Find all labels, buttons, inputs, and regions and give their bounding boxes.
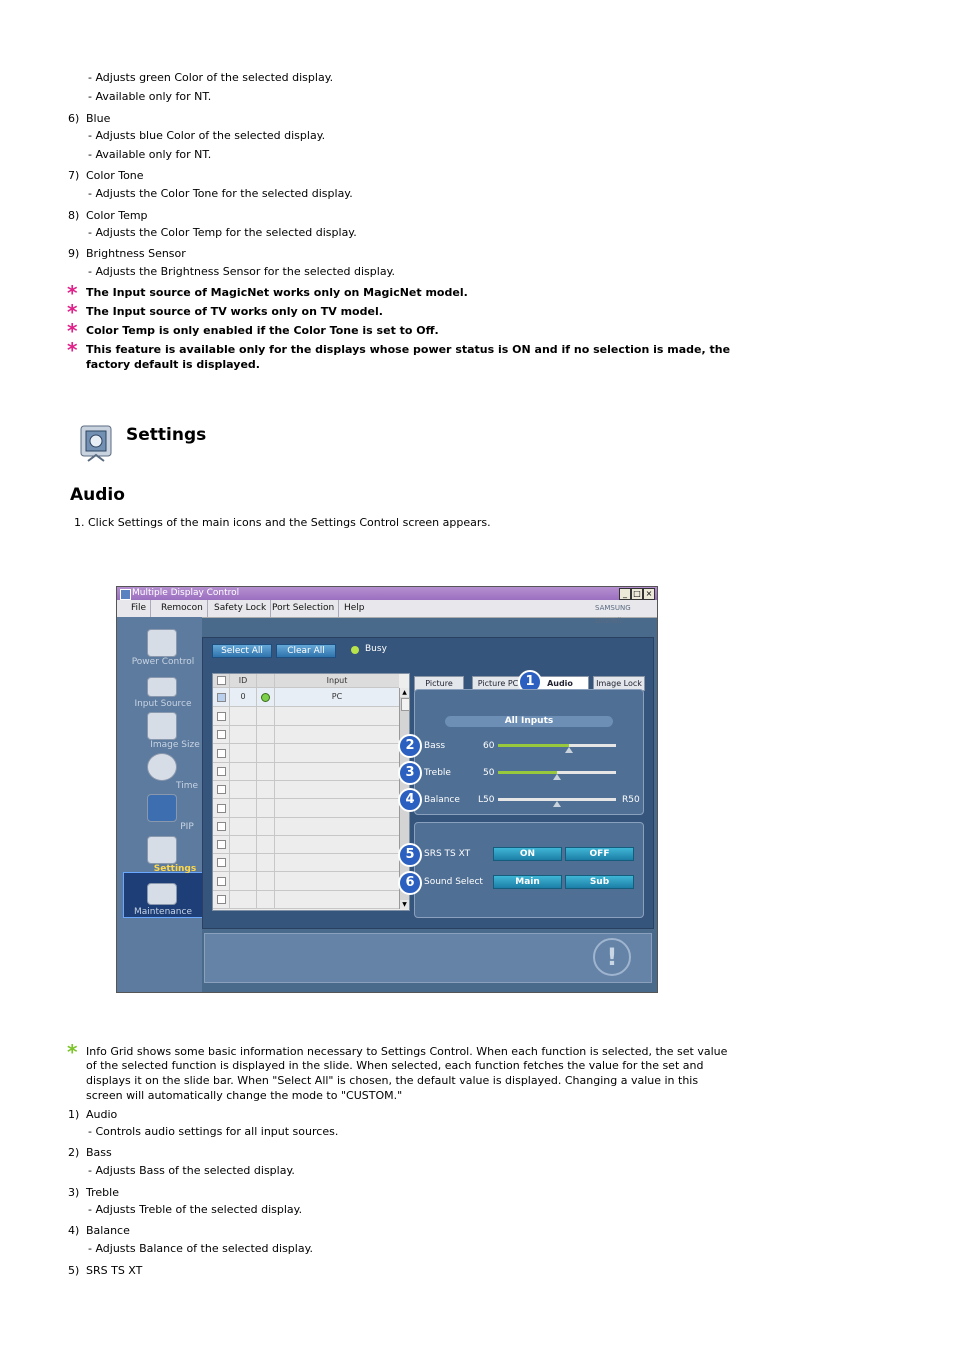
menu-file[interactable]: File xyxy=(127,600,151,617)
balance-slider[interactable] xyxy=(498,798,616,801)
display-grid xyxy=(212,673,410,911)
table-row[interactable] xyxy=(213,853,399,872)
select-all-button[interactable]: Select All xyxy=(212,644,272,658)
list-desc: - Available only for NT. xyxy=(88,148,212,161)
close-icon[interactable]: × xyxy=(643,588,655,600)
sidebar-item-label: Maintenance xyxy=(134,907,192,917)
sidebar-item-label: Image Size xyxy=(150,740,200,750)
srs-on-button[interactable]: ON xyxy=(493,847,562,861)
list-number: 2) xyxy=(68,1146,80,1159)
row-checkbox-cell xyxy=(213,799,230,817)
section-title: Settings xyxy=(126,425,207,445)
bass-value: 60 xyxy=(483,741,495,751)
checkbox[interactable] xyxy=(217,767,226,776)
sidebar-item-label: Time xyxy=(175,781,199,791)
list-desc: - Adjusts Balance of the selected display. xyxy=(88,1242,314,1255)
row-id: 0 xyxy=(230,688,257,706)
note: factory default is displayed. xyxy=(86,358,260,371)
asterisk-icon: * xyxy=(67,1040,78,1064)
row-id xyxy=(230,817,257,835)
table-row[interactable] xyxy=(213,725,399,744)
bass-slider[interactable] xyxy=(498,744,616,747)
power-icon xyxy=(147,629,177,657)
intro-line: - Available only for NT. xyxy=(88,90,212,103)
step-text: 1. Click Settings of the main icons and the Settings Control screen appears. xyxy=(74,516,491,529)
list-number: 8) xyxy=(68,209,80,222)
srs-label: SRS TS XT xyxy=(424,849,471,859)
row-status xyxy=(257,853,275,871)
asterisk-icon: * xyxy=(67,338,78,362)
table-row[interactable] xyxy=(213,744,399,763)
sidebar-item-image-size[interactable] xyxy=(123,712,203,754)
sidebar-item-maintenance[interactable] xyxy=(123,879,203,921)
checkbox[interactable] xyxy=(217,804,226,813)
bass-label: Bass xyxy=(424,741,446,751)
row-id xyxy=(230,707,257,725)
table-row[interactable] xyxy=(213,762,399,781)
callout-badge: 1 xyxy=(518,670,542,694)
scroll-up-icon[interactable]: ▲ xyxy=(400,688,409,697)
row-id xyxy=(230,835,257,853)
header-checkbox[interactable] xyxy=(213,674,230,687)
treble-value: 50 xyxy=(483,768,495,778)
sidebar-item-label: Settings xyxy=(153,864,197,874)
checkbox[interactable] xyxy=(217,822,226,831)
checkbox[interactable] xyxy=(217,712,226,721)
table-row[interactable] xyxy=(213,707,399,726)
row-status xyxy=(257,725,275,743)
info-paragraph: Info Grid shows some basic information necessary to Settings Control. When each function is selected, the set value xyxy=(86,1045,728,1058)
tab-picture[interactable]: Picture xyxy=(414,676,464,691)
row-checkbox-cell xyxy=(213,853,230,871)
list-desc: - Adjusts the Color Tone for the selected display. xyxy=(88,187,353,200)
row-status xyxy=(257,688,275,706)
maximize-icon[interactable]: □ xyxy=(631,588,643,600)
table-row[interactable] xyxy=(213,890,399,909)
tab-image-lock[interactable]: Image Lock xyxy=(593,676,645,691)
bass-slider-thumb[interactable] xyxy=(565,747,573,753)
sidebar-item-label: Input Source xyxy=(134,699,192,709)
row-checkbox-cell xyxy=(213,780,230,798)
row-checkbox-cell xyxy=(213,835,230,853)
list-desc: - Controls audio settings for all input sources. xyxy=(88,1125,339,1138)
busy-label: Busy xyxy=(365,644,387,654)
header-id: ID xyxy=(230,674,257,687)
info-exclamation-icon: ! xyxy=(593,938,631,976)
info-box xyxy=(204,933,652,983)
checkbox[interactable] xyxy=(217,877,226,886)
list-number: 7) xyxy=(68,169,80,182)
list-label: Balance xyxy=(86,1224,130,1237)
header-status-icon xyxy=(257,674,275,687)
callout-badge: 4 xyxy=(398,788,422,812)
input-source-icon xyxy=(147,677,177,697)
sidebar xyxy=(117,617,202,992)
row-checkbox-cell xyxy=(213,872,230,890)
checkbox[interactable] xyxy=(217,858,226,867)
list-number: 1) xyxy=(68,1108,80,1121)
sidebar-item-power-control[interactable] xyxy=(123,629,203,671)
row-status xyxy=(257,744,275,762)
clear-all-button[interactable]: Clear All xyxy=(276,644,336,658)
sidebar-item-label: Power Control xyxy=(131,657,195,667)
srs-off-button[interactable]: OFF xyxy=(565,847,634,861)
table-row[interactable] xyxy=(213,799,399,818)
balance-slider-thumb[interactable] xyxy=(553,801,561,807)
list-desc: - Adjusts the Brightness Sensor for the selected display. xyxy=(88,265,396,278)
checkbox[interactable] xyxy=(217,895,226,904)
row-status xyxy=(257,872,275,890)
pip-icon xyxy=(147,794,177,822)
scroll-down-icon[interactable]: ▼ xyxy=(400,900,409,909)
row-checkbox-cell xyxy=(213,817,230,835)
row-checkbox-cell xyxy=(213,744,230,762)
table-row[interactable] xyxy=(213,835,399,854)
checkbox[interactable] xyxy=(217,693,226,702)
bass-slider-fill xyxy=(498,744,569,747)
balance-left-value: L50 xyxy=(478,795,495,805)
app-icon xyxy=(120,589,131,600)
header-input: Input xyxy=(326,676,348,685)
row-checkbox-cell xyxy=(213,762,230,780)
row-checkbox-cell xyxy=(213,707,230,725)
table-row[interactable] xyxy=(213,872,399,891)
row-status xyxy=(257,799,275,817)
list-label: Treble xyxy=(86,1186,119,1199)
busy-indicator-icon xyxy=(351,646,359,654)
list-number: 6) xyxy=(68,112,80,125)
menu-port-selection[interactable]: Port Selection xyxy=(268,600,339,617)
treble-slider-fill xyxy=(498,771,557,774)
table-row[interactable] xyxy=(213,688,399,707)
list-label: SRS TS XT xyxy=(86,1264,143,1277)
table-row[interactable] xyxy=(213,817,399,836)
row-status xyxy=(257,890,275,908)
intro-line: - Adjusts green Color of the selected display. xyxy=(88,71,334,84)
list-label: Brightness Sensor xyxy=(86,247,186,260)
tab-audio[interactable]: Audio xyxy=(531,676,589,691)
menu-safety-lock[interactable]: Safety Lock xyxy=(210,600,271,617)
checkbox[interactable] xyxy=(217,730,226,739)
status-dot-icon xyxy=(261,693,270,702)
treble-slider-thumb[interactable] xyxy=(553,774,561,780)
list-number: 5) xyxy=(68,1264,80,1277)
settings-icon xyxy=(78,421,116,463)
maintenance-icon xyxy=(147,883,177,905)
sound-panel xyxy=(414,822,644,918)
row-input: PC xyxy=(331,692,343,701)
sound-select-label: Sound Select xyxy=(424,877,483,887)
list-label: Bass xyxy=(86,1146,112,1159)
checkbox[interactable] xyxy=(217,749,226,758)
balance-label: Balance xyxy=(424,795,460,805)
row-id xyxy=(230,890,257,908)
sound-sub-button[interactable]: Sub xyxy=(565,875,634,889)
list-desc: - Adjusts Treble of the selected display. xyxy=(88,1203,303,1216)
callout-badge: 6 xyxy=(398,871,422,895)
list-desc: - Adjusts Bass of the selected display. xyxy=(88,1164,295,1177)
tab-picture-pc[interactable]: Picture PC xyxy=(472,676,524,691)
note: This feature is available only for the displays whose power status is ON and if no selection is made, the xyxy=(86,343,731,356)
menu-bar xyxy=(117,600,657,625)
note: Color Temp is only enabled if the Color Tone is set to Off. xyxy=(86,324,439,337)
row-status xyxy=(257,817,275,835)
treble-slider[interactable] xyxy=(498,771,616,774)
all-inputs-label: All Inputs xyxy=(445,716,613,727)
row-id xyxy=(230,853,257,871)
minimize-icon[interactable]: _ xyxy=(619,588,631,600)
row-status xyxy=(257,780,275,798)
row-id xyxy=(230,780,257,798)
checkbox[interactable] xyxy=(217,785,226,794)
list-label: Color Temp xyxy=(86,209,148,222)
row-checkbox-cell xyxy=(213,725,230,743)
info-paragraph: displays it on the slide bar. When "Select All" is chosen, the default value is displayed. Changing a value in this xyxy=(86,1074,699,1087)
clock-icon xyxy=(147,753,177,781)
app-window xyxy=(116,586,658,993)
asterisk-icon: * xyxy=(67,319,78,343)
sidebar-item-input-source[interactable] xyxy=(123,671,203,713)
info-paragraph: of the selected function is displayed in the slide. When selected, each function fetches the value for the set and xyxy=(86,1059,704,1072)
row-id xyxy=(230,744,257,762)
list-number: 3) xyxy=(68,1186,80,1199)
treble-label: Treble xyxy=(424,768,451,778)
callout-badge: 2 xyxy=(398,734,422,758)
menu-remocon[interactable]: Remocon xyxy=(157,600,208,617)
row-status xyxy=(257,762,275,780)
scroll-thumb[interactable] xyxy=(401,698,410,711)
list-label: Blue xyxy=(86,112,111,125)
table-row[interactable] xyxy=(213,780,399,799)
row-id xyxy=(230,872,257,890)
row-status xyxy=(257,835,275,853)
note: The Input source of TV works only on TV model. xyxy=(86,305,383,318)
list-desc: - Adjusts the Color Temp for the selected display. xyxy=(88,226,357,239)
section-subtitle: Audio xyxy=(70,485,125,505)
callout-badge: 5 xyxy=(398,843,422,867)
row-status xyxy=(257,707,275,725)
note: The Input source of MagicNet works only on MagicNet model. xyxy=(86,286,468,299)
list-number: 4) xyxy=(68,1224,80,1237)
asterisk-icon: * xyxy=(67,281,78,305)
list-label: Color Tone xyxy=(86,169,144,182)
callout-badge: 3 xyxy=(398,761,422,785)
list-label: Audio xyxy=(86,1108,118,1121)
sidebar-item-time[interactable] xyxy=(123,753,203,795)
sidebar-item-pip[interactable] xyxy=(123,794,203,836)
image-size-icon xyxy=(147,712,177,740)
sidebar-item-label: PIP xyxy=(180,822,194,832)
row-checkbox-cell xyxy=(213,890,230,908)
row-id xyxy=(230,799,257,817)
sidebar-item-settings[interactable] xyxy=(123,836,203,878)
sound-main-button[interactable]: Main xyxy=(493,875,562,889)
balance-right-value: R50 xyxy=(622,795,640,805)
menu-help[interactable]: Help xyxy=(344,603,365,613)
window-title: Multiple Display Control xyxy=(132,588,240,598)
list-number: 9) xyxy=(68,247,80,260)
row-id xyxy=(230,725,257,743)
settings-icon xyxy=(147,836,177,864)
title-bar xyxy=(117,587,657,600)
checkbox[interactable] xyxy=(217,840,226,849)
checkbox[interactable] xyxy=(217,676,226,685)
asterisk-icon: * xyxy=(67,300,78,324)
grid-header xyxy=(213,674,399,688)
brand-logo: SAMSUNG DIGITall xyxy=(595,604,631,625)
list-desc: - Adjusts blue Color of the selected display. xyxy=(88,129,326,142)
row-id xyxy=(230,762,257,780)
row-checkbox-cell xyxy=(213,688,230,706)
info-paragraph: screen will automatically change the mode to "CUSTOM." xyxy=(86,1089,403,1102)
